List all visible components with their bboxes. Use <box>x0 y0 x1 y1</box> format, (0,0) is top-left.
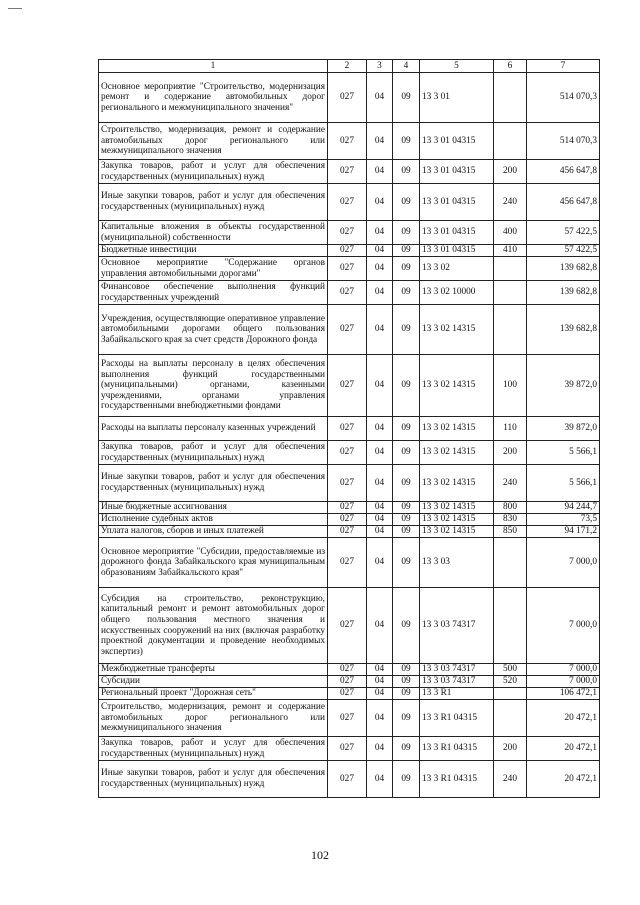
row-name-cell: Иные закупки товаров, работ и услуг для обеспечения государственных (муниципальных) нужд <box>99 761 328 798</box>
row-section-cell: 04 <box>367 700 393 737</box>
row-section-cell: 04 <box>367 465 393 502</box>
table-row <box>99 160 600 184</box>
header-col-1: 1 <box>99 60 328 73</box>
row-name-cell: Региональный проект "Дорожная сеть" <box>99 688 328 700</box>
row-section-cell: 04 <box>367 257 393 281</box>
header-row <box>99 60 600 73</box>
row-name-cell: Основное мероприятие "Строительство, модернизация ремонт и содержание автомобильных дорог регионального и межмуниципального значения" <box>99 73 328 123</box>
row-amount-cell: 7 000,0 <box>527 664 600 676</box>
table-row <box>99 514 600 526</box>
row-section-cell: 04 <box>367 502 393 514</box>
row-subsection-cell: 09 <box>393 514 420 526</box>
row-admin-code-cell: 027 <box>328 257 367 281</box>
row-name-cell: Иные бюджетные ассигнования <box>99 502 328 514</box>
table-row <box>99 281 600 305</box>
row-name-cell: Основное мероприятие "Субсидии, предоставляемые из дорожного фонда Забайкальского края муниципальным образованиям Забайкальского края" <box>99 538 328 588</box>
header-col-2: 2 <box>328 60 367 73</box>
row-target-article-cell: 13 3 R1 04315 <box>420 737 494 761</box>
row-admin-code-cell: 027 <box>328 761 367 798</box>
row-admin-code-cell: 027 <box>328 676 367 688</box>
table-row <box>99 502 600 514</box>
row-admin-code-cell: 027 <box>328 184 367 221</box>
row-expense-type-cell: 410 <box>494 245 527 257</box>
header-col-7: 7 <box>527 60 600 73</box>
row-subsection-cell: 09 <box>393 160 420 184</box>
row-expense-type-cell <box>494 73 527 123</box>
row-amount-cell: 73,5 <box>527 514 600 526</box>
row-subsection-cell: 09 <box>393 123 420 160</box>
row-amount-cell: 20 472,1 <box>527 700 600 737</box>
row-name-cell: Строительство, модернизация, ремонт и содержание автомобильных дорог регионального или межмуниципального значения <box>99 123 328 160</box>
row-subsection-cell: 09 <box>393 465 420 502</box>
row-amount-cell: 7 000,0 <box>527 538 600 588</box>
row-admin-code-cell: 027 <box>328 221 367 245</box>
table-row <box>99 761 600 798</box>
row-name-cell: Расходы на выплаты персоналу казенных учреждений <box>99 417 328 441</box>
row-section-cell: 04 <box>367 160 393 184</box>
row-subsection-cell: 09 <box>393 184 420 221</box>
table-row <box>99 245 600 257</box>
row-section-cell: 04 <box>367 305 393 355</box>
row-admin-code-cell: 027 <box>328 305 367 355</box>
row-subsection-cell: 09 <box>393 502 420 514</box>
row-target-article-cell: 13 3 01 04315 <box>420 123 494 160</box>
row-name-cell: Капитальные вложения в объекты государственной (муниципальной) собственности <box>99 221 328 245</box>
row-amount-cell: 20 472,1 <box>527 737 600 761</box>
row-amount-cell: 5 566,1 <box>527 441 600 465</box>
row-admin-code-cell: 027 <box>328 737 367 761</box>
row-target-article-cell: 13 3 R1 04315 <box>420 761 494 798</box>
table-row <box>99 123 600 160</box>
row-subsection-cell: 09 <box>393 441 420 465</box>
row-name-cell: Исполнение судебных актов <box>99 514 328 526</box>
row-target-article-cell: 13 3 02 14315 <box>420 305 494 355</box>
row-expense-type-cell: 200 <box>494 160 527 184</box>
row-target-article-cell: 13 3 02 10000 <box>420 281 494 305</box>
row-amount-cell: 7 000,0 <box>527 588 600 664</box>
row-section-cell: 04 <box>367 221 393 245</box>
row-expense-type-cell: 520 <box>494 676 527 688</box>
row-expense-type-cell: 240 <box>494 184 527 221</box>
table-row <box>99 355 600 417</box>
row-amount-cell: 94 244,7 <box>527 502 600 514</box>
row-subsection-cell: 09 <box>393 257 420 281</box>
row-name-cell: Закупка товаров, работ и услуг для обеспечения государственных (муниципальных) нужд <box>99 441 328 465</box>
row-name-cell: Основное мероприятие "Содержание органов управления автомобильными дорогами" <box>99 257 328 281</box>
row-section-cell: 04 <box>367 281 393 305</box>
row-amount-cell: 456 647,8 <box>527 184 600 221</box>
row-amount-cell: 106 472,1 <box>527 688 600 700</box>
row-subsection-cell: 09 <box>393 761 420 798</box>
row-section-cell: 04 <box>367 123 393 160</box>
row-admin-code-cell: 027 <box>328 245 367 257</box>
row-target-article-cell: 13 3 03 <box>420 538 494 588</box>
row-section-cell: 04 <box>367 514 393 526</box>
table-row <box>99 417 600 441</box>
row-name-cell: Субсидия на строительство, реконструкцию, капитальный ремонт и ремонт автомобильных дорог общего пользования местного значения и искусственных сооружений на них (включая разработку проектной документации и проведение необходимых экспертиз) <box>99 588 328 664</box>
table-row <box>99 664 600 676</box>
row-subsection-cell: 09 <box>393 73 420 123</box>
row-target-article-cell: 13 3 R1 <box>420 688 494 700</box>
row-target-article-cell: 13 3 03 74317 <box>420 664 494 676</box>
row-expense-type-cell <box>494 123 527 160</box>
row-expense-type-cell: 850 <box>494 526 527 538</box>
row-admin-code-cell: 027 <box>328 355 367 417</box>
row-subsection-cell: 09 <box>393 676 420 688</box>
table-row <box>99 305 600 355</box>
row-target-article-cell: 13 3 02 14315 <box>420 355 494 417</box>
row-target-article-cell: 13 3 03 74317 <box>420 676 494 688</box>
row-expense-type-cell <box>494 700 527 737</box>
row-expense-type-cell <box>494 538 527 588</box>
row-name-cell: Расходы на выплаты персоналу в целях обеспечения выполнения функций государственными (муниципальными) органами, казенными учреждениями, органами управления государственными внебюджетными фондами <box>99 355 328 417</box>
row-expense-type-cell: 830 <box>494 514 527 526</box>
row-expense-type-cell: 240 <box>494 465 527 502</box>
row-name-cell: Учреждения, осуществляющие оперативное управление автомобильными дорогами общего пользования Забайкальского края за счет средств Дорожного фонда <box>99 305 328 355</box>
row-amount-cell: 57 422,5 <box>527 221 600 245</box>
row-subsection-cell: 09 <box>393 221 420 245</box>
table-row <box>99 737 600 761</box>
row-expense-type-cell: 200 <box>494 737 527 761</box>
row-expense-type-cell: 500 <box>494 664 527 676</box>
row-target-article-cell: 13 3 01 <box>420 73 494 123</box>
table-row <box>99 441 600 465</box>
row-admin-code-cell: 027 <box>328 526 367 538</box>
row-name-cell: Строительство, модернизация, ремонт и содержание автомобильных дорог регионального или межмуниципального значения <box>99 700 328 737</box>
header-col-3: 3 <box>367 60 393 73</box>
row-admin-code-cell: 027 <box>328 664 367 676</box>
row-amount-cell: 57 422,5 <box>527 245 600 257</box>
row-target-article-cell: 13 3 02 <box>420 257 494 281</box>
row-expense-type-cell: 240 <box>494 761 527 798</box>
row-section-cell: 04 <box>367 417 393 441</box>
row-admin-code-cell: 027 <box>328 538 367 588</box>
row-name-cell: Закупка товаров, работ и услуг для обеспечения государственных (муниципальных) нужд <box>99 737 328 761</box>
table-row <box>99 221 600 245</box>
row-admin-code-cell: 027 <box>328 417 367 441</box>
row-expense-type-cell: 400 <box>494 221 527 245</box>
row-subsection-cell: 09 <box>393 664 420 676</box>
row-target-article-cell: 13 3 02 14315 <box>420 441 494 465</box>
page-number: 102 <box>311 848 329 862</box>
scan-artifact <box>8 8 22 9</box>
row-target-article-cell: 13 3 01 04315 <box>420 221 494 245</box>
row-target-article-cell: 13 3 01 04315 <box>420 245 494 257</box>
budget-table <box>98 59 600 798</box>
row-name-cell: Закупка товаров, работ и услуг для обеспечения государственных (муниципальных) нужд <box>99 160 328 184</box>
table-row <box>99 257 600 281</box>
row-amount-cell: 39 872,0 <box>527 355 600 417</box>
row-section-cell: 04 <box>367 664 393 676</box>
row-expense-type-cell: 100 <box>494 355 527 417</box>
row-name-cell: Иные закупки товаров, работ и услуг для обеспечения государственных (муниципальных) нужд <box>99 184 328 221</box>
row-admin-code-cell: 027 <box>328 123 367 160</box>
row-subsection-cell: 09 <box>393 588 420 664</box>
row-admin-code-cell: 027 <box>328 502 367 514</box>
row-amount-cell: 514 070,3 <box>527 123 600 160</box>
row-section-cell: 04 <box>367 761 393 798</box>
row-name-cell: Бюджетные инвестиции <box>99 245 328 257</box>
row-subsection-cell: 09 <box>393 688 420 700</box>
row-section-cell: 04 <box>367 538 393 588</box>
row-admin-code-cell: 027 <box>328 281 367 305</box>
row-subsection-cell: 09 <box>393 281 420 305</box>
row-section-cell: 04 <box>367 526 393 538</box>
row-expense-type-cell <box>494 305 527 355</box>
row-amount-cell: 94 171,2 <box>527 526 600 538</box>
row-expense-type-cell <box>494 588 527 664</box>
row-section-cell: 04 <box>367 73 393 123</box>
row-expense-type-cell <box>494 257 527 281</box>
row-admin-code-cell: 027 <box>328 160 367 184</box>
row-target-article-cell: 13 3 02 14315 <box>420 526 494 538</box>
row-subsection-cell: 09 <box>393 700 420 737</box>
row-subsection-cell: 09 <box>393 737 420 761</box>
row-expense-type-cell: 200 <box>494 441 527 465</box>
row-name-cell: Субсидии <box>99 676 328 688</box>
row-admin-code-cell: 027 <box>328 73 367 123</box>
table-row <box>99 526 600 538</box>
row-target-article-cell: 13 3 02 14315 <box>420 465 494 502</box>
row-amount-cell: 20 472,1 <box>527 761 600 798</box>
row-name-cell: Иные закупки товаров, работ и услуг для обеспечения государственных (муниципальных) нужд <box>99 465 328 502</box>
row-target-article-cell: 13 3 02 14315 <box>420 502 494 514</box>
row-name-cell: Межбюджетные трансферты <box>99 664 328 676</box>
header-col-4: 4 <box>393 60 420 73</box>
row-expense-type-cell <box>494 688 527 700</box>
row-admin-code-cell: 027 <box>328 465 367 502</box>
row-section-cell: 04 <box>367 688 393 700</box>
row-expense-type-cell: 800 <box>494 502 527 514</box>
row-amount-cell: 5 566,1 <box>527 465 600 502</box>
row-section-cell: 04 <box>367 355 393 417</box>
row-admin-code-cell: 027 <box>328 688 367 700</box>
row-amount-cell: 139 682,8 <box>527 257 600 281</box>
row-target-article-cell: 13 3 02 14315 <box>420 514 494 526</box>
row-subsection-cell: 09 <box>393 245 420 257</box>
row-amount-cell: 7 000,0 <box>527 676 600 688</box>
table-row <box>99 688 600 700</box>
row-subsection-cell: 09 <box>393 355 420 417</box>
row-admin-code-cell: 027 <box>328 700 367 737</box>
row-amount-cell: 456 647,8 <box>527 160 600 184</box>
row-target-article-cell: 13 3 01 04315 <box>420 184 494 221</box>
row-section-cell: 04 <box>367 441 393 465</box>
table-row <box>99 184 600 221</box>
row-amount-cell: 139 682,8 <box>527 281 600 305</box>
row-amount-cell: 39 872,0 <box>527 417 600 441</box>
row-section-cell: 04 <box>367 676 393 688</box>
row-section-cell: 04 <box>367 737 393 761</box>
table-row <box>99 73 600 123</box>
row-target-article-cell: 13 3 R1 04315 <box>420 700 494 737</box>
row-subsection-cell: 09 <box>393 538 420 588</box>
row-target-article-cell: 13 3 02 14315 <box>420 417 494 441</box>
row-target-article-cell: 13 3 01 04315 <box>420 160 494 184</box>
row-subsection-cell: 09 <box>393 305 420 355</box>
row-target-article-cell: 13 3 03 74317 <box>420 588 494 664</box>
header-col-5: 5 <box>420 60 494 73</box>
row-expense-type-cell <box>494 281 527 305</box>
table-row <box>99 465 600 502</box>
row-admin-code-cell: 027 <box>328 588 367 664</box>
row-subsection-cell: 09 <box>393 526 420 538</box>
header-col-6: 6 <box>494 60 527 73</box>
row-expense-type-cell: 110 <box>494 417 527 441</box>
row-subsection-cell: 09 <box>393 417 420 441</box>
table-row <box>99 538 600 588</box>
row-section-cell: 04 <box>367 588 393 664</box>
row-section-cell: 04 <box>367 245 393 257</box>
row-name-cell: Финансовое обеспечение выполнения функций государственных учреждений <box>99 281 328 305</box>
table-row <box>99 588 600 664</box>
row-admin-code-cell: 027 <box>328 441 367 465</box>
table-row <box>99 700 600 737</box>
row-section-cell: 04 <box>367 184 393 221</box>
row-name-cell: Уплата налогов, сборов и иных платежей <box>99 526 328 538</box>
row-amount-cell: 139 682,8 <box>527 305 600 355</box>
table-row <box>99 676 600 688</box>
row-amount-cell: 514 070,3 <box>527 73 600 123</box>
row-admin-code-cell: 027 <box>328 514 367 526</box>
